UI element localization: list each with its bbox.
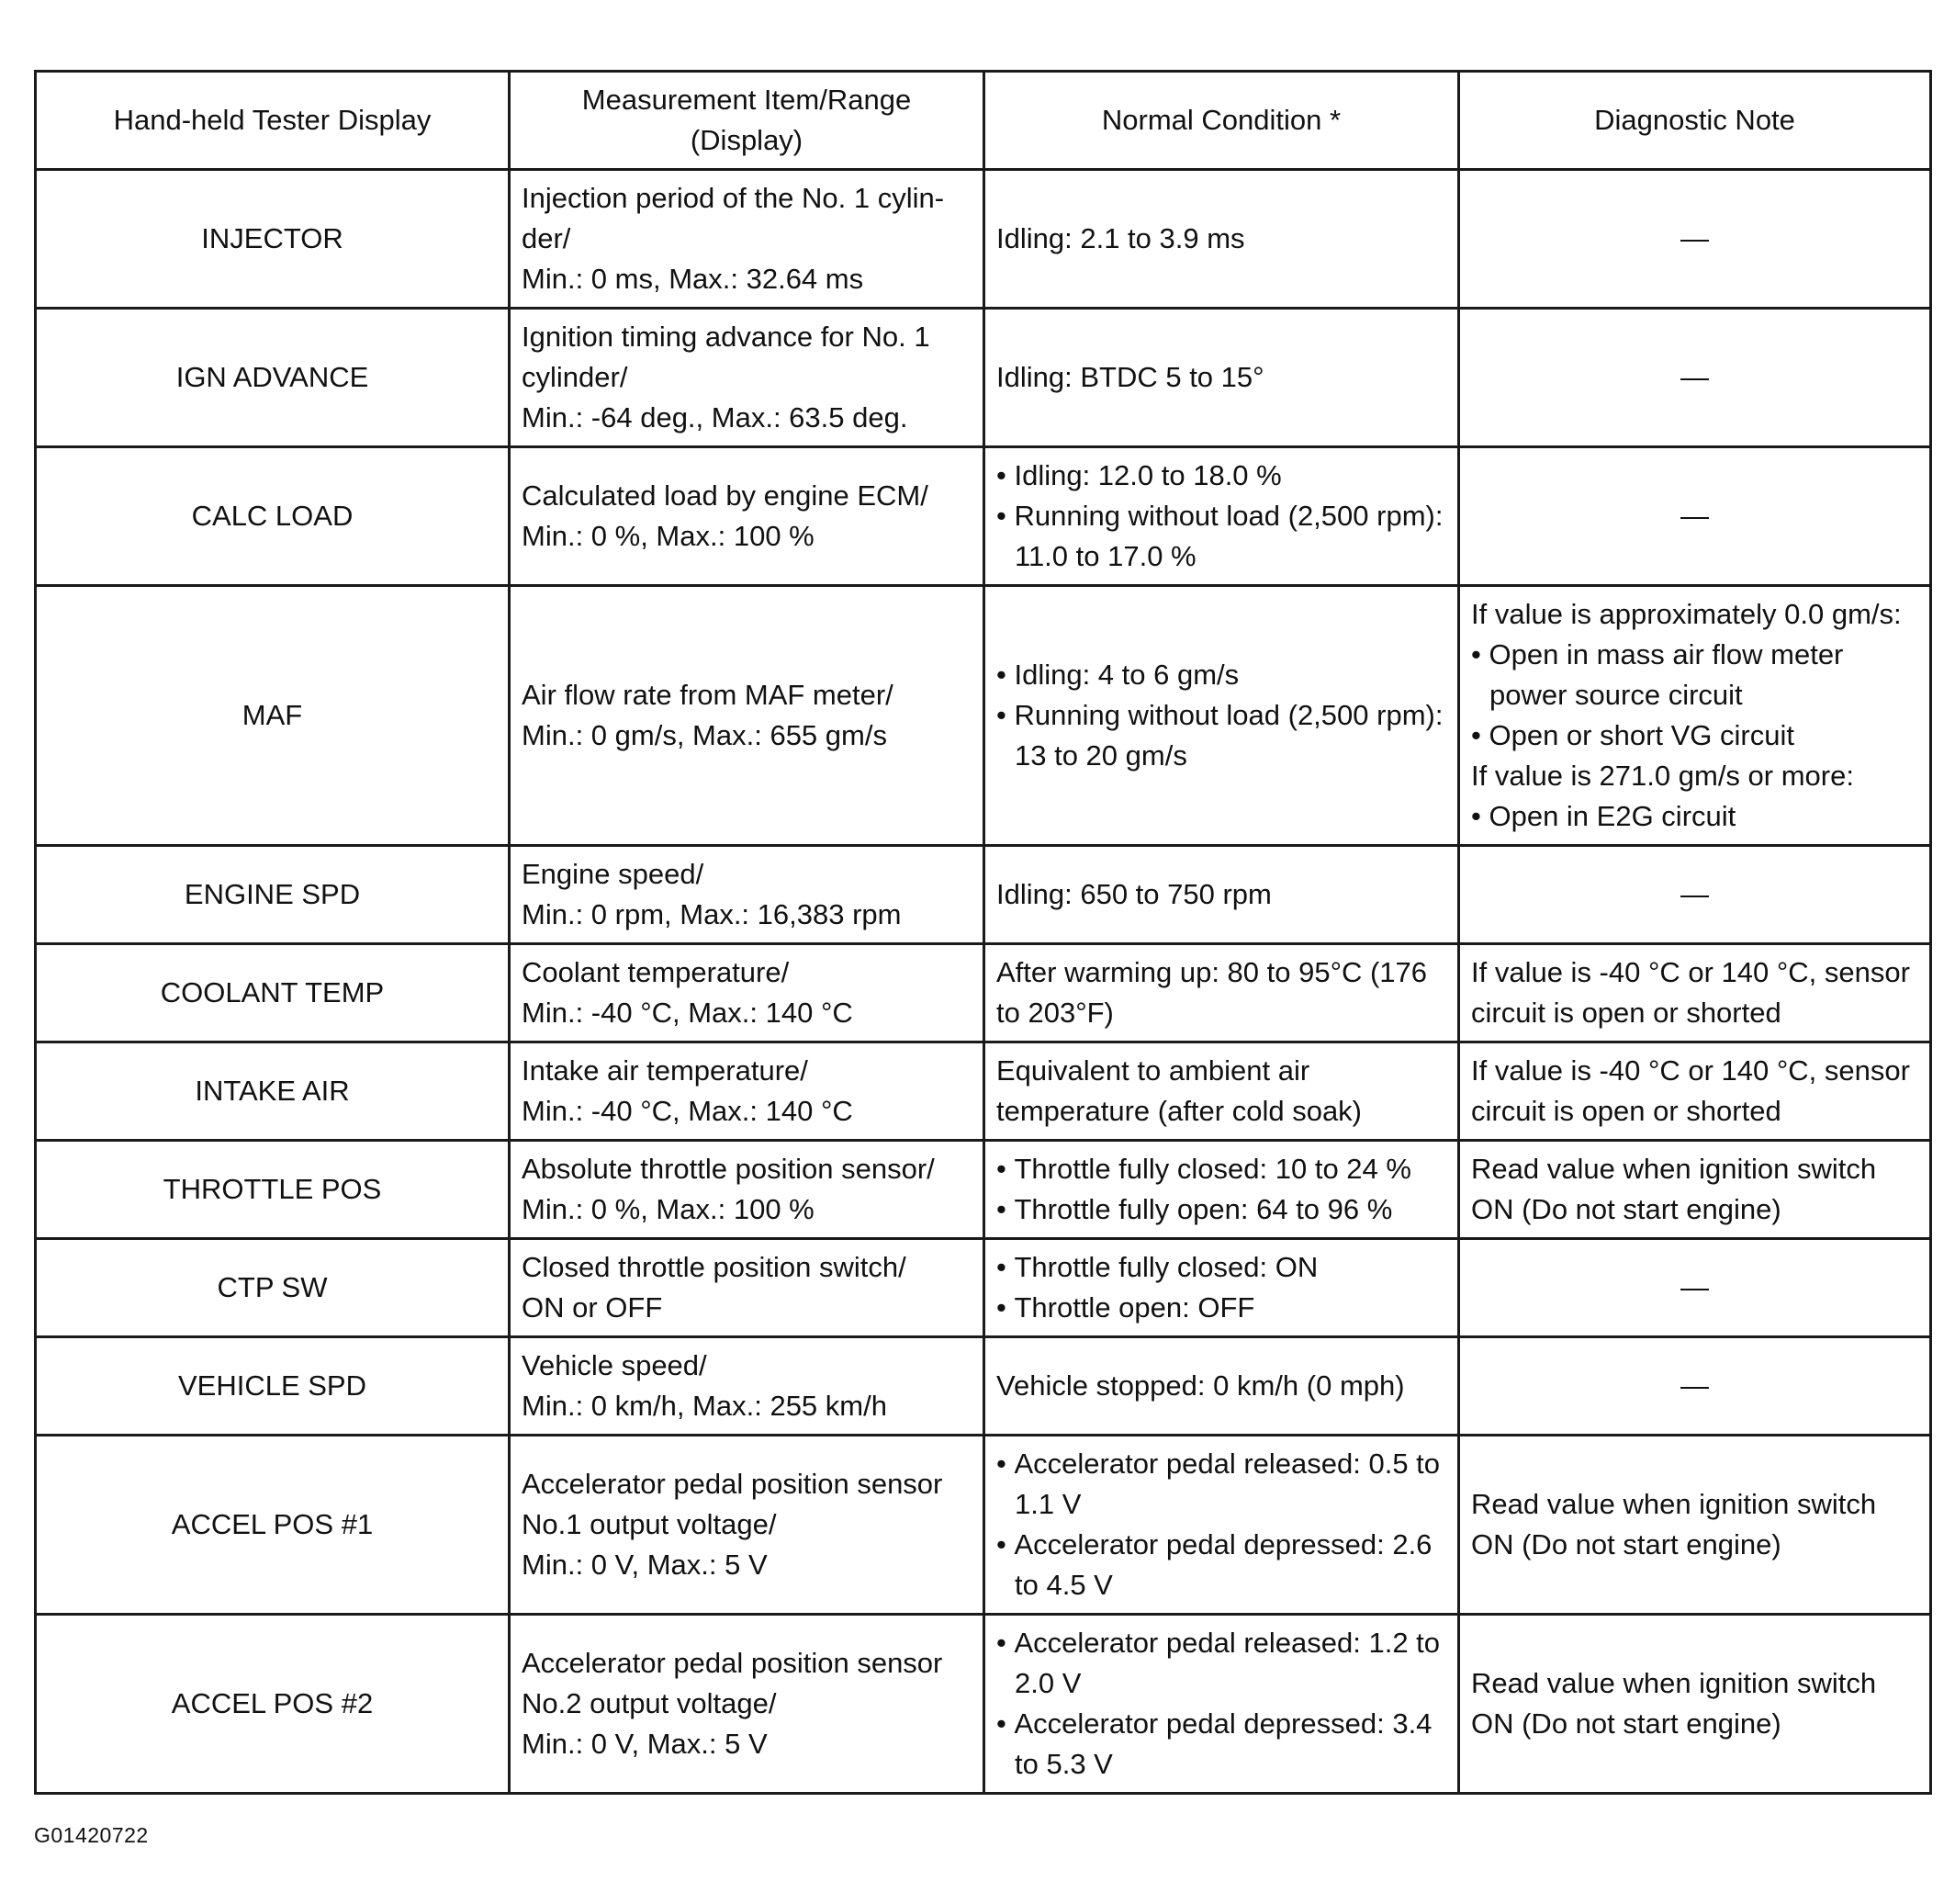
diagnostic-note-cell (1459, 586, 1931, 846)
measurement-line: Coolant temperature/ (522, 956, 790, 988)
normal-condition-bullet: • Running without load (2,500 rpm): 11.0 to 17.0 % (996, 496, 1446, 577)
measurement-line: Min.: 0 %, Max.: 100 % (522, 520, 815, 552)
tester-display-cell (36, 1337, 510, 1436)
measurement-line: cylinder/ (522, 361, 628, 393)
measurement-line: Min.: -64 deg., Max.: 63.5 deg. (522, 401, 908, 434)
normal-condition-cell (984, 586, 1459, 846)
measurement-line: Min.: -40 °C, Max.: 140 °C (522, 1095, 853, 1127)
diagnostic-note-text: If value is 271.0 gm/s or more: (1471, 760, 1854, 792)
diagnostic-note-text: If value is -40 °C or 140 °C, sensor circuit is open or shorted (1471, 956, 1910, 1029)
tester-display-cell (36, 846, 510, 944)
measurement-line: Min.: 0 V, Max.: 5 V (522, 1728, 768, 1760)
measurement-line: Injection period of the No. 1 cylin- (522, 182, 945, 214)
table-row (36, 447, 1931, 586)
tester-display-label: ENGINE SPD (184, 878, 361, 910)
measurement-cell (510, 170, 984, 309)
measurement-cell (510, 1436, 984, 1615)
empty-note-dash: — (1680, 361, 1709, 393)
measurement-line: No.2 output voltage/ (522, 1687, 777, 1719)
tester-display-label: ACCEL POS #2 (171, 1687, 374, 1719)
table-row (36, 309, 1931, 447)
normal-condition-bullet: • Throttle open: OFF (996, 1288, 1446, 1328)
tester-display-label: COOLANT TEMP (160, 976, 385, 1008)
table-row (36, 944, 1931, 1042)
measurement-cell (510, 309, 984, 447)
tester-display-label: INTAKE AIR (195, 1075, 350, 1107)
normal-condition-bullet: • Accelerator pedal released: 1.2 to 2.0 V (996, 1623, 1446, 1704)
tester-display-label: THROTTLE POS (163, 1173, 382, 1205)
measurement-line: Min.: 0 gm/s, Max.: 655 gm/s (522, 719, 887, 751)
diagnostic-note-cell (1459, 1239, 1931, 1337)
diagnostic-note-text: Read value when ignition switch ON (Do not start engine) (1471, 1667, 1877, 1740)
tester-display-cell (36, 1436, 510, 1615)
header-label: Hand-held Tester Display (113, 104, 432, 136)
normal-condition-bullet: • Accelerator pedal released: 0.5 to 1.1 V (996, 1444, 1446, 1525)
diagnostic-note-cell (1459, 1337, 1931, 1436)
measurement-line: Intake air temperature/ (522, 1054, 808, 1087)
normal-condition-cell (984, 1615, 1459, 1794)
normal-condition-text: Idling: BTDC 5 to 15° (996, 361, 1264, 393)
measurement-line: Min.: 0 rpm, Max.: 16,383 rpm (522, 898, 902, 930)
header-tester-display (36, 72, 510, 170)
tester-display-label: INJECTOR (201, 222, 343, 254)
measurement-line: Accelerator pedal position sensor (522, 1468, 943, 1500)
table-row (36, 586, 1931, 846)
normal-condition-text: Idling: 2.1 to 3.9 ms (996, 222, 1245, 254)
table-row (36, 1436, 1931, 1615)
empty-note-dash: — (1680, 878, 1709, 910)
normal-condition-text: After warming up: 80 to 95°C (176 to 203°F) (996, 956, 1428, 1029)
diagnostic-note-cell (1459, 170, 1931, 309)
measurement-line: Ignition timing advance for No. 1 (522, 321, 930, 353)
measurement-line: Min.: -40 °C, Max.: 140 °C (522, 997, 853, 1029)
table-row (36, 1239, 1931, 1337)
measurement-line: Engine speed/ (522, 858, 704, 890)
diagnostic-note-text: If value is -40 °C or 140 °C, sensor circuit is open or shorted (1471, 1054, 1910, 1127)
diagnostic-note-text: Read value when ignition switch ON (Do not start engine) (1471, 1488, 1877, 1560)
normal-condition-bullet: • Throttle fully closed: 10 to 24 % (996, 1149, 1446, 1189)
header-normal-condition (984, 72, 1459, 170)
tester-display-cell (36, 944, 510, 1042)
header-label: Diagnostic Note (1594, 104, 1795, 136)
diagnostic-note-cell (1459, 1042, 1931, 1141)
normal-condition-cell (984, 1141, 1459, 1239)
header-label: Measurement Item/Range (Display) (581, 84, 912, 156)
diagnostic-note-cell (1459, 846, 1931, 944)
tester-display-label: ACCEL POS #1 (171, 1508, 374, 1540)
table-row (36, 1337, 1931, 1436)
diagnostic-note-cell (1459, 309, 1931, 447)
measurement-line: ON or OFF (522, 1291, 663, 1324)
normal-condition-text: Idling: 650 to 750 rpm (996, 878, 1272, 910)
normal-condition-bullet: • Throttle fully closed: ON (996, 1247, 1446, 1288)
tester-display-cell (36, 447, 510, 586)
measurement-cell (510, 1141, 984, 1239)
diagnostic-note-bullet: • Open in E2G circuit (1471, 796, 1918, 837)
tester-display-label: CALC LOAD (191, 500, 354, 532)
measurement-cell (510, 846, 984, 944)
normal-condition-cell (984, 846, 1459, 944)
measurement-cell (510, 1239, 984, 1337)
table-body (36, 170, 1931, 1794)
normal-condition-bullet: • Throttle fully open: 64 to 96 % (996, 1189, 1446, 1230)
normal-condition-cell (984, 1436, 1459, 1615)
table-header-row (36, 72, 1931, 170)
normal-condition-cell (984, 309, 1459, 447)
diagnostic-note-bullet: • Open or short VG circuit (1471, 715, 1918, 756)
diagnostic-note-text: If value is approximately 0.0 gm/s: (1471, 598, 1902, 630)
empty-note-dash: — (1680, 1369, 1709, 1402)
measurement-line: No.1 output voltage/ (522, 1508, 777, 1540)
tester-display-cell (36, 309, 510, 447)
normal-condition-cell (984, 1042, 1459, 1141)
measurement-line: Air flow rate from MAF meter/ (522, 679, 893, 711)
diagnostic-data-table (34, 70, 1932, 1795)
normal-condition-cell (984, 1239, 1459, 1337)
measurement-line: Min.: 0 V, Max.: 5 V (522, 1549, 768, 1581)
measurement-cell (510, 1042, 984, 1141)
measurement-line: Min.: 0 %, Max.: 100 % (522, 1193, 815, 1225)
empty-note-dash: — (1680, 1271, 1709, 1303)
normal-condition-bullet: • Accelerator pedal depressed: 3.4 to 5.3 V (996, 1704, 1446, 1785)
tester-display-cell (36, 1239, 510, 1337)
tester-display-label: MAF (242, 699, 303, 731)
diagnostic-note-cell (1459, 1141, 1931, 1239)
tester-display-label: IGN ADVANCE (175, 361, 369, 393)
table-row (36, 1042, 1931, 1141)
tester-display-cell (36, 1615, 510, 1794)
measurement-cell (510, 586, 984, 846)
measurement-cell (510, 1337, 984, 1436)
normal-condition-text: Equivalent to ambient air temperature (after cold soak) (996, 1054, 1363, 1127)
normal-condition-cell (984, 1337, 1459, 1436)
diagnostic-note-cell (1459, 447, 1931, 586)
tester-display-label: CTP SW (217, 1271, 328, 1303)
measurement-line: Min.: 0 ms, Max.: 32.64 ms (522, 263, 864, 295)
normal-condition-bullet: • Running without load (2,500 rpm): 13 to 20 gm/s (996, 695, 1446, 776)
normal-condition-cell (984, 447, 1459, 586)
tester-display-cell (36, 586, 510, 846)
diagnostic-note-cell (1459, 1436, 1931, 1615)
normal-condition-cell (984, 170, 1459, 309)
tester-display-cell (36, 1141, 510, 1239)
measurement-cell (510, 944, 984, 1042)
header-label: Normal Condition * (1101, 104, 1342, 136)
measurement-line: Calculated load by engine ECM/ (522, 479, 928, 512)
table-row (36, 1615, 1931, 1794)
table-row (36, 846, 1931, 944)
measurement-cell (510, 1615, 984, 1794)
header-measurement-item (510, 72, 984, 170)
normal-condition-bullet: • Idling: 12.0 to 18.0 % (996, 456, 1446, 496)
measurement-line: Vehicle speed/ (522, 1349, 707, 1381)
normal-condition-text: Vehicle stopped: 0 km/h (0 mph) (996, 1369, 1405, 1402)
normal-condition-bullet: • Accelerator pedal depressed: 2.6 to 4.5 V (996, 1525, 1446, 1605)
measurement-cell (510, 447, 984, 586)
header-diagnostic-note (1459, 72, 1931, 170)
table-row (36, 1141, 1931, 1239)
diagnostic-note-text: Read value when ignition switch ON (Do not start engine) (1471, 1153, 1877, 1225)
measurement-line: Accelerator pedal position sensor (522, 1647, 943, 1679)
diagnostic-note-cell (1459, 1615, 1931, 1794)
normal-condition-cell (984, 944, 1459, 1042)
empty-note-dash: — (1680, 222, 1709, 254)
diagnostic-note-bullet: • Open in mass air flow meter power source circuit (1471, 635, 1918, 715)
tester-display-cell (36, 1042, 510, 1141)
measurement-line: Closed throttle position switch/ (522, 1251, 906, 1283)
measurement-line: Min.: 0 km/h, Max.: 255 km/h (522, 1390, 887, 1422)
tester-display-cell (36, 170, 510, 309)
measurement-line: Absolute throttle position sensor/ (522, 1153, 935, 1185)
normal-condition-bullet: • Idling: 4 to 6 gm/s (996, 655, 1446, 695)
empty-note-dash: — (1680, 500, 1709, 532)
table-row (36, 170, 1931, 309)
figure-id: G01420722 (34, 1823, 149, 1847)
tester-display-label: VEHICLE SPD (177, 1369, 366, 1402)
diagnostic-note-cell (1459, 944, 1931, 1042)
measurement-line: der/ (522, 222, 571, 254)
